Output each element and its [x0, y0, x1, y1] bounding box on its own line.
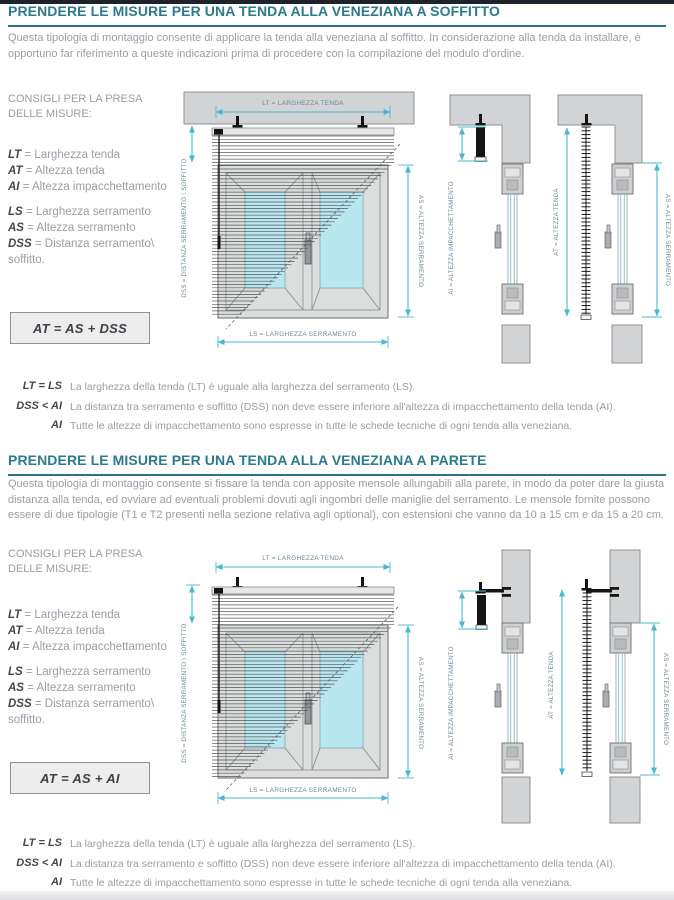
dss-label: DSS = DISTANZA SERRAMENTO \ SOFFITTO	[181, 623, 188, 763]
ai-label: AI = ALTEZZA IMPACCHETTAMENTO	[448, 646, 455, 760]
legend-item: AS = Altezza serramento	[8, 682, 136, 694]
legend-item: LS = Larghezza serramento	[8, 666, 151, 678]
legend-item: DSS = Distanza serramento\ soffitto.	[8, 238, 155, 266]
ai-label: AI = ALTEZZA IMPACCHETTAMENTO	[448, 181, 455, 295]
side-view-ai-diagram	[436, 545, 554, 830]
legend-item: LT = Larghezza tenda	[8, 149, 120, 161]
window-cross-section	[495, 623, 523, 773]
as-label: AS = ALTEZZA SERRAMENTO	[664, 193, 671, 287]
headrail	[212, 128, 394, 135]
side-view-at-as-diagram	[548, 86, 672, 366]
section-header	[8, 3, 666, 27]
sill-wall	[610, 777, 640, 823]
note-row: DSS < AI La distanza tra serramento e soffitto (DSS) non deve essere inferiore all'altezza di impacchettamento della tenda (AI).	[16, 857, 616, 870]
legend-serramento	[8, 204, 176, 268]
legend-item: AT = Altezza tenda	[8, 165, 105, 177]
note-row: LT = LS La larghezza della tenda (LT) è uguale alla larghezza del serramento (LS).	[22, 380, 416, 393]
legend-item: LT = Larghezza tenda	[8, 609, 120, 621]
legend-item: AI = Altezza impacchettamento	[8, 181, 167, 193]
lt-label: LT = LARGHEZZA TENDA	[262, 100, 344, 107]
ls-label: LS = LARGHEZZA SERRAMENTO	[249, 787, 357, 794]
packed-blind	[476, 595, 487, 630]
extended-blind	[582, 127, 591, 314]
lt-label: LT = LARGHEZZA TENDA	[262, 555, 344, 562]
bracket-arm	[586, 589, 612, 593]
side-view-ai-diagram	[436, 86, 548, 366]
legend-item: LS = Larghezza serramento	[8, 206, 151, 218]
window-cross-section	[495, 164, 523, 314]
note-row: LT = LS La larghezza della tenda (LT) è uguale alla larghezza del serramento (LS).	[22, 837, 416, 850]
as-label: AS = ALTEZZA SERRAMENTO	[417, 194, 424, 288]
legend-serramento	[8, 664, 176, 728]
ls-label: LS = LARGHEZZA SERRAMENTO	[249, 331, 357, 338]
legend-tenda	[8, 147, 176, 195]
as-label: AS = ALTEZZA SERRAMENTO	[662, 652, 669, 746]
legend-item: DSS = Distanza serramento\ soffitto.	[8, 698, 155, 726]
legend-item: AT = Altezza tenda	[8, 625, 105, 637]
legend-tenda	[8, 607, 176, 655]
window-cross-section	[605, 164, 633, 314]
as-label: AS = ALTEZZA SERRAMENTO	[417, 656, 424, 750]
wall-section	[502, 550, 530, 623]
note-row: DSS < AI La distanza tra serramento e soffitto (DSS) non deve essere inferiore all'altezza di impacchettamento della tenda (AI).	[16, 400, 616, 413]
legend-item: AI = Altezza impacchettamento	[8, 641, 167, 653]
sill-wall	[502, 325, 530, 363]
window-cross-section	[603, 623, 631, 773]
at-label: AT = ALTEZZA TENDA	[553, 188, 560, 256]
sill-wall	[502, 777, 530, 823]
at-label: AT = ALTEZZA TENDA	[548, 651, 555, 719]
advice-title: CONSIGLI PER LA PRESA DELLE MISURE:	[8, 548, 143, 575]
side-view-at-as-diagram	[546, 545, 670, 830]
legend-item: AS = Altezza serramento	[8, 222, 136, 234]
section-parete	[0, 450, 674, 893]
packed-blind	[475, 127, 486, 162]
wall-section	[610, 550, 640, 623]
window-front-diagram	[176, 86, 430, 358]
formula-box: AT = AS + AI	[10, 762, 150, 794]
note-row: AI Tutte le altezze di impacchettamento sono espresse in tutte le schede tecniche di ogni tenda alla veneziana.	[51, 876, 573, 889]
ceiling	[184, 92, 414, 124]
section-header	[8, 452, 666, 476]
page-bottom-strip	[0, 891, 674, 900]
intro-paragraph: Questa tipologia di montaggio consente si fissare la tenda con apposite mensole allungabili alla parete, in modo da poter dare la giusta distanza alla tenda, ed ovviare ad eventuali problemi dovuti agli ingombri delle maniglie del serramento. Le mensole fornite possono essere di due tipologie (T1 e T2 presenti nella sezione relativa agli optional), con estensioni che vanno da 10 a 15 cm e da 15 a 20 cm.	[8, 478, 665, 521]
advice-title: CONSIGLI PER LA PRESA DELLE MISURE:	[8, 93, 143, 120]
sill-wall	[612, 325, 642, 363]
ceiling-section	[558, 95, 642, 163]
section-title: PRENDERE LE MISURE PER UNA TENDA ALLA VENEZIANA A SOFFITTO	[8, 3, 500, 19]
note-row: AI Tutte le altezze di impacchettamento sono espresse in tutte le schede tecniche di ogni tenda alla veneziana.	[51, 419, 573, 432]
headrail	[212, 587, 394, 594]
formula-box: AT = AS + DSS	[10, 312, 150, 344]
window-front-diagram	[176, 545, 430, 815]
section-title: PRENDERE LE MISURE PER UNA TENDA ALLA VENEZIANA A PARETE	[8, 452, 487, 468]
intro-paragraph: Questa tipologia di montaggio consente di applicare la tenda alla veneziana al soffitto. In considerazione alla tenda da installare, è opportuno far riferimento a queste indicazioni prima di procedere con la compilazione del modulo d'ordine.	[8, 32, 641, 60]
dss-label: DSS = DISTANZA SERRAMENTO \ SOFFITTO	[181, 158, 188, 298]
extended-blind	[583, 593, 592, 771]
